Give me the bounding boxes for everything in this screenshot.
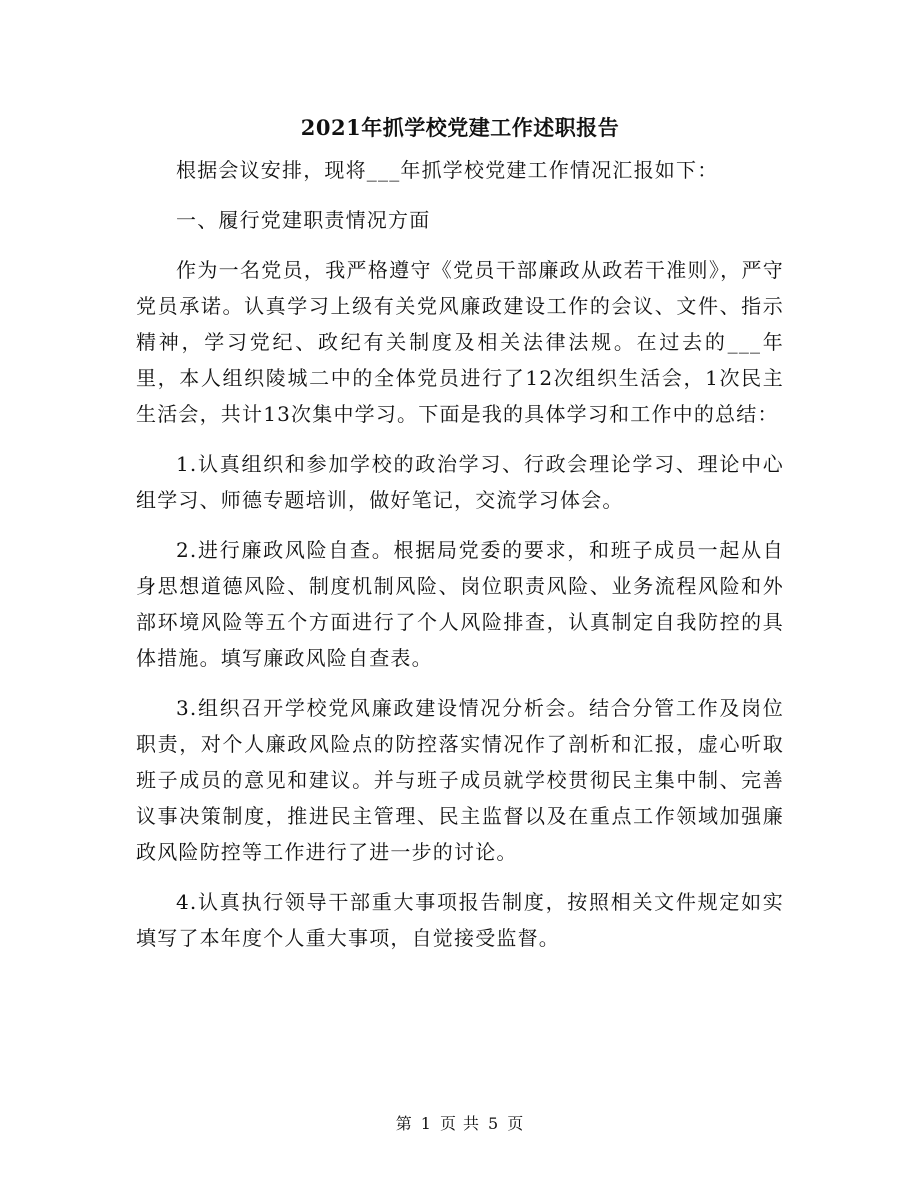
section-heading: 一、履行党建职责情况方面 — [176, 208, 431, 232]
page-number: 1 — [420, 1114, 432, 1133]
paragraph-intro: 根据会议安排，现将___年抓学校党建工作情况汇报如下： — [176, 158, 719, 182]
list-item: 1.认真组织和参加学校的政治学习、行政会理论学习、理论中心组学习、师德专题培训，做好笔记，交流学习体会。 — [136, 452, 784, 512]
list-item: 2.进行廉政风险自查。根据局党委的要求，和班子成员一起从自身思想道德风险、制度机制风险、岗位职责风险、业务流程风险和外部环境风险等五个方面进行了个人风险排查，认真制定自我防控的具体措施。填写廉政风险自查表。 — [136, 538, 784, 670]
list-item: 4.认真执行领导干部重大事项报告制度，按照相关文件规定如实填写了本年度个人重大事项，自觉接受监督。 — [136, 890, 784, 950]
paragraph: 作为一名党员，我严格遵守《党员干部廉政从政若干准则》，严守党员承诺。认真学习上级有关党风廉政建设工作的会议、文件、指示精神，学习党纪、政纪有关制度及相关法律法规。在过去的___年里，本人组织陵城二中的全体党员进行了12次组织生活会，1次民主生活会，共计13次集中学习。下面是我的具体学习和工作中的总结： — [136, 258, 784, 426]
footer-suffix: 页 — [507, 1114, 525, 1133]
document-title: 2021年抓学校党建工作述职报告 — [300, 115, 620, 140]
footer-middle: 页 共 — [439, 1114, 481, 1133]
page-footer — [0, 1112, 920, 1136]
document-body — [136, 152, 784, 970]
page-total: 5 — [488, 1114, 500, 1133]
list-item: 3.组织召开学校党风廉政建设情况分析会。结合分管工作及岗位职责，对个人廉政风险点的防控落实情况作了剖析和汇报，虚心听取班子成员的意见和建议。并与班子成员就学校贯彻民主集中制、完善议事决策制度，推进民主管理、民主监督以及在重点工作领域加强廉政风险防控等工作进行了进一步的讨论。 — [136, 696, 784, 864]
footer-prefix: 第 — [395, 1114, 413, 1133]
